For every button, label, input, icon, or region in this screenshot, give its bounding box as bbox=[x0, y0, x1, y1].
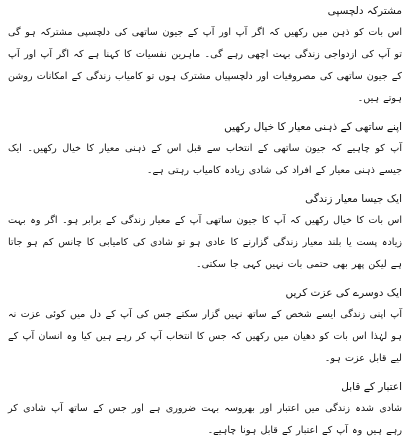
section-heading: مشترکہ دلچسپی bbox=[327, 5, 402, 17]
section-paragraph: شادی شدہ زندگی میں اعتبار اور بھروسہ بہت ضروری ہے اور جس کے ساتھ آپ شادی کر رہے ہیں وہ آپ کے اعتبار کے قابل ہونا چاہیے۔ bbox=[8, 403, 402, 436]
section-heading: ایک دوسرے کی عزت کریں bbox=[285, 287, 402, 299]
section-trust bbox=[8, 380, 402, 442]
section-paragraph: اس بات کا خیال رکھیں کہ آپ کا جیون ساتھی آپ کے معیار زندگی کے برابر ہو۔ اگر وہ بہت زیادہ پست یا بلند معیار زندگی گزارنے کا عادی ہو تو شادی کی کامیابی کا چانس کم ہو جاتا ہے لیکن پھر بھی حتمی بات نہیں کہی جا سکتی۔ bbox=[8, 215, 402, 270]
article-content bbox=[8, 0, 402, 448]
section-mutual-respect bbox=[8, 286, 402, 370]
section-paragraph: آپ اپنی زندگی ایسے شخص کے ساتھ نہیں گزار سکتے جس کی آپ کے دل میں کوئی عزت نہ ہو لہٰذا اس بات کو دھیان میں رکھیں کہ جس کا انتخاب آپ کر رہے ہیں کیا وہ انسان آپ کے لیے قابل عزت ہو۔ bbox=[8, 309, 402, 364]
section-heading: اعتبار کے قابل bbox=[341, 381, 402, 393]
section-paragraph: آپ کو چاہیے کہ جیون ساتھی کے انتخاب سے قبل اس کے ذہنی معیار کا خیال رکھیں۔ ایک جیسے ذہنی معیار کے افراد کی شادی زیادہ کامیاب رہتی ہے۔ bbox=[8, 143, 402, 176]
section-paragraph: اس بات کو ذہن میں رکھیں کہ اگر آپ اور آپ کے جیون ساتھی کی دلچسپی مشترکہ ہو گی تو آپ کی ازدواجی زندگی بہت اچھی رہے گی۔ ماہرین نفسیات کا کہنا ہے کہ اگر آپ اور آپ کے جیون ساتھی کی مصروفیات اور دلچسپیاں مشترک ہوں تو کامیاب زندگی کے امکانات روشن ہوتے ہیں۔ bbox=[8, 27, 402, 104]
section-shared-interest bbox=[8, 4, 402, 110]
section-heading: ایک جیسا معیار زندگی bbox=[305, 193, 402, 205]
section-mental-level bbox=[8, 120, 402, 182]
section-heading: اپنے ساتھی کے ذہنی معیار کا خیال رکھیں bbox=[224, 121, 402, 133]
section-living-standard bbox=[8, 192, 402, 276]
